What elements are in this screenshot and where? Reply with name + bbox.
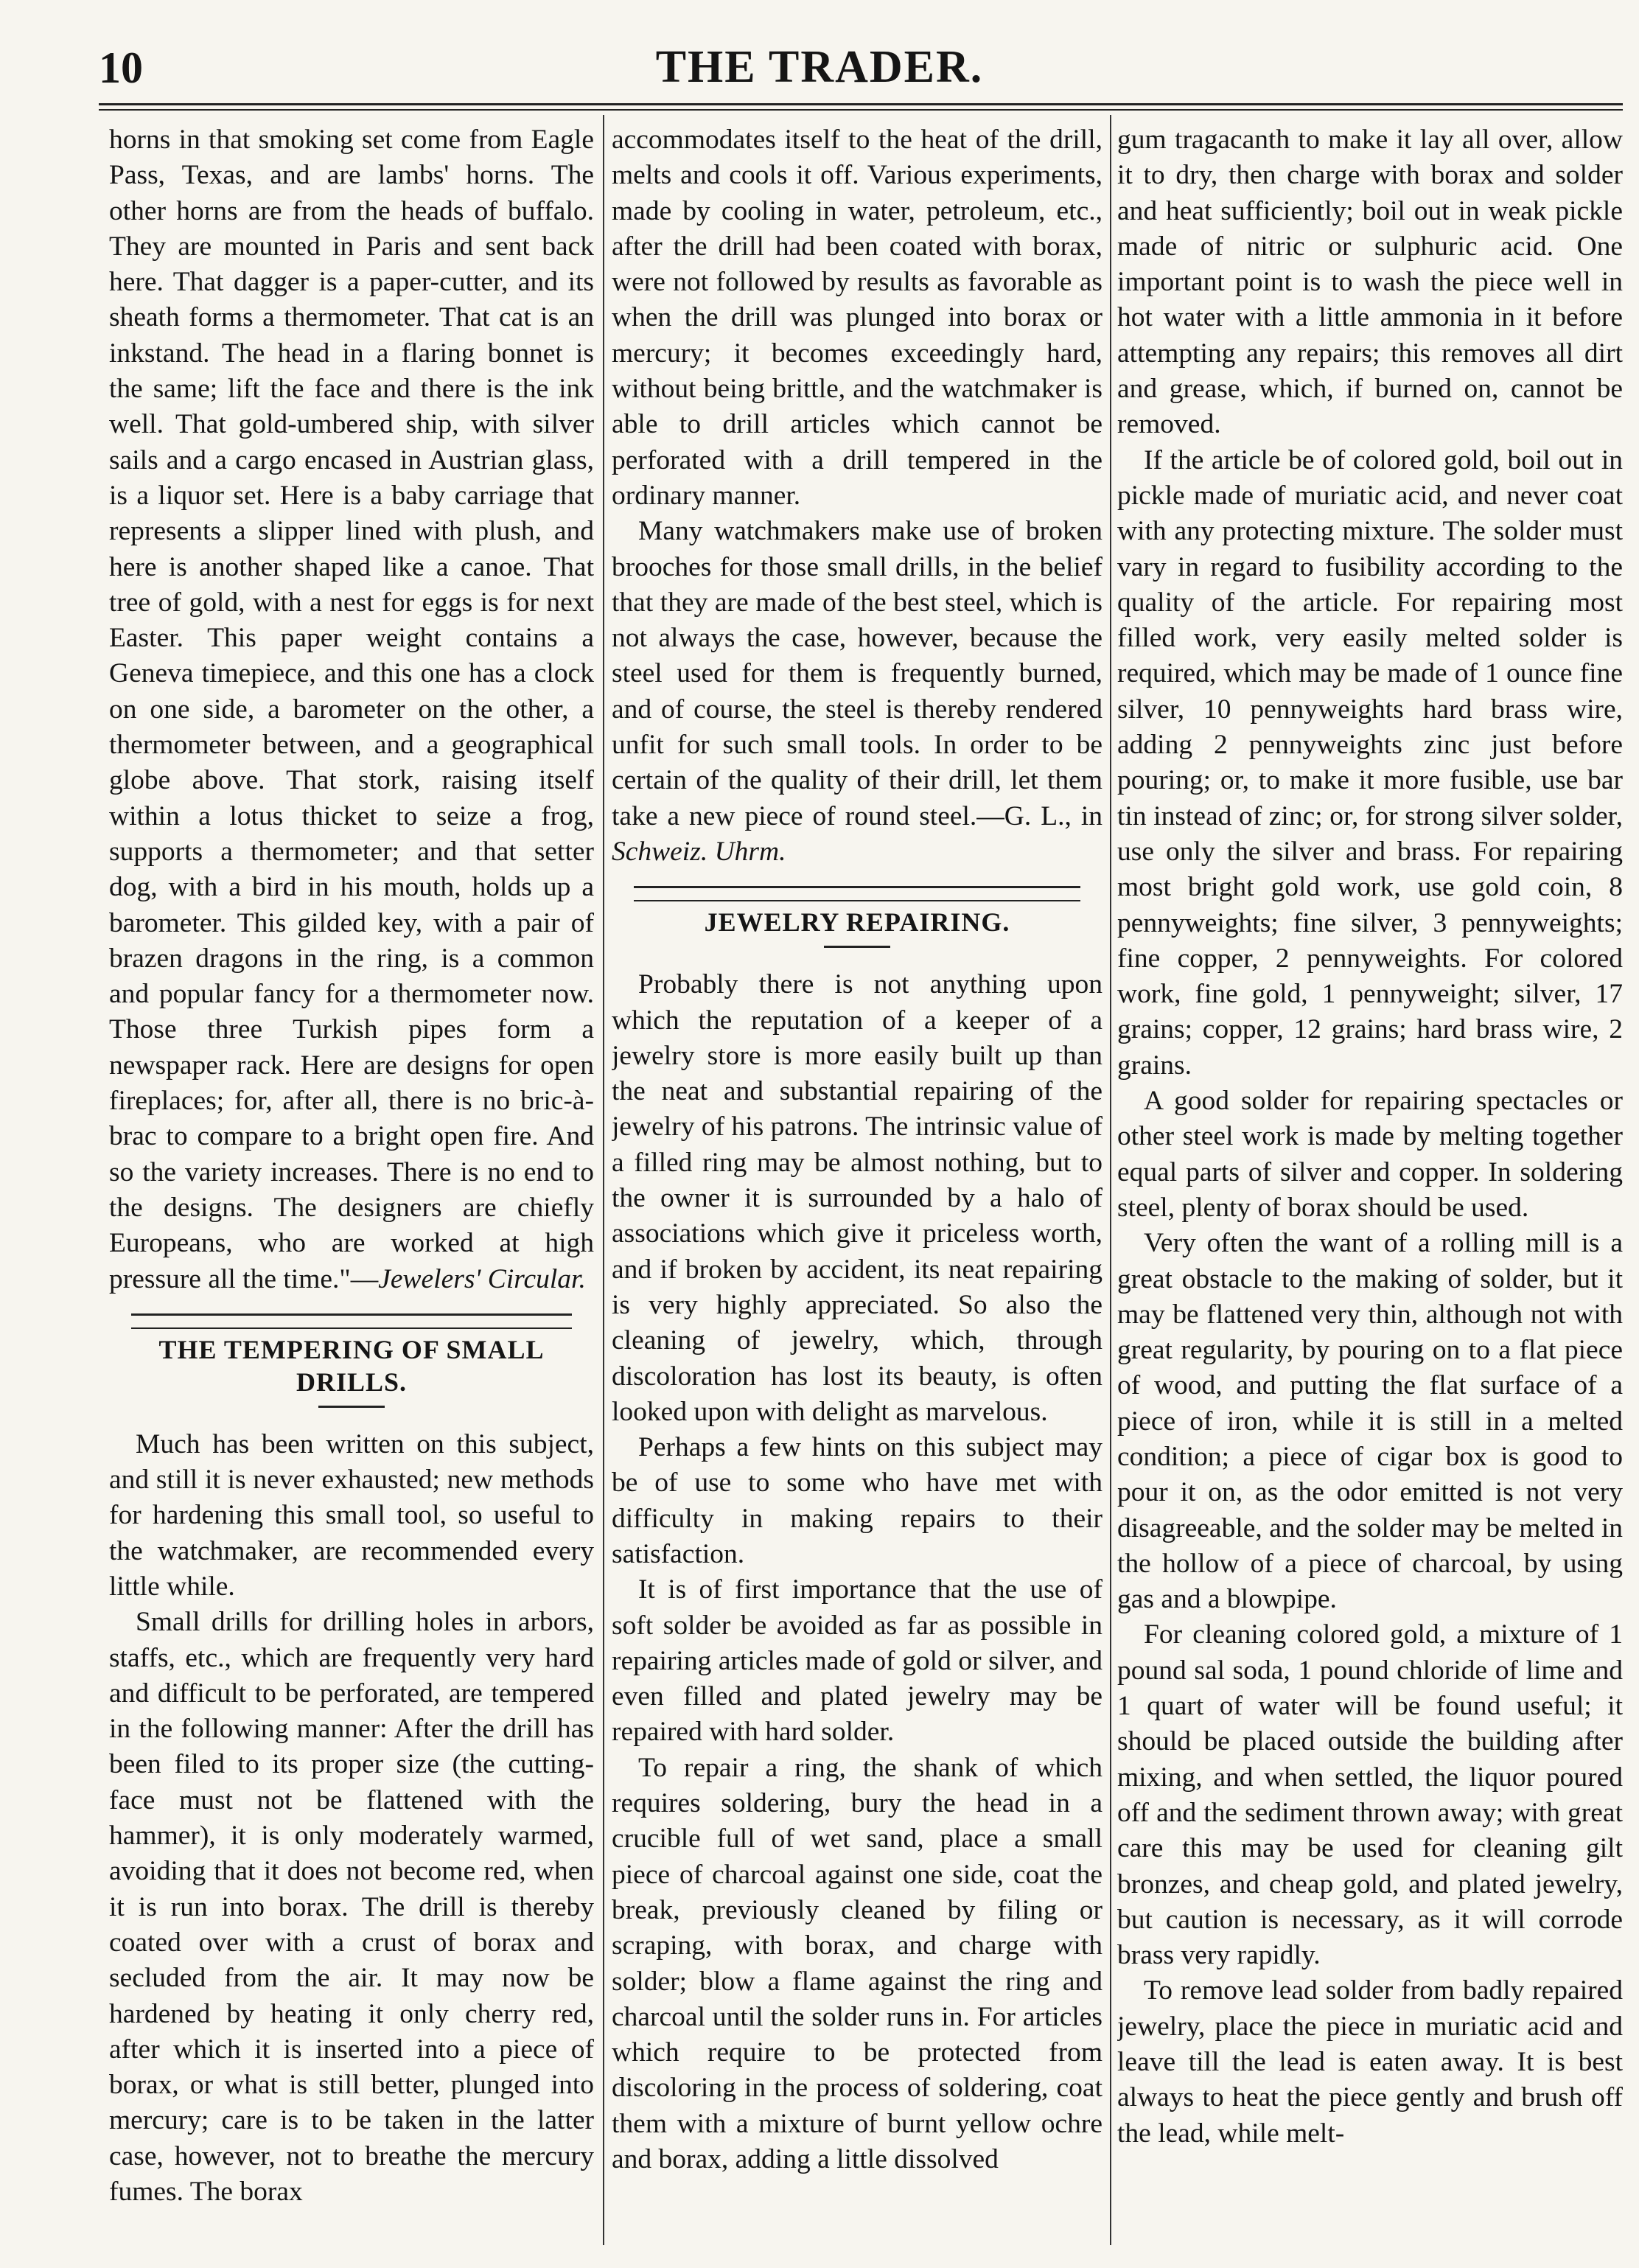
masthead-title: THE TRADER. <box>655 42 984 92</box>
section-divider <box>131 1313 572 1329</box>
heading-rule <box>318 1406 385 1408</box>
source-citation: Schweiz. Uhrm. <box>612 836 786 867</box>
heading-rule <box>824 946 890 948</box>
article-paragraph: accommodates itself to the heat of the drill, melts and cools it off. Various experiments, made by cooling in water, petroleum, etc., after the drill had been coated with borax, were not followed by results as favorable as when the drill was plunged into borax or mercury; it becomes exceedingly hard, without being brittle, and the watchmaker is able to drill articles which cannot be perforated with a drill tempered in the ordinary manner. <box>612 125 1102 511</box>
article-paragraph: It is of first importance that the use of soft solder be avoided as far as possible in repairing articles made of gold or silver, and even filled and plated jewelry may be repaired with hard solder. <box>612 1574 1102 1748</box>
article-paragraph: For cleaning colored gold, a mixture of 1 pound sal soda, 1 pound chloride of lime and 1 quart of water will be found useful; it should be placed outside the building after mixing, and when settled, the liquor poured off and the sediment thrown away; with great care this may be used for cleaning gilt bronzes, and cheap gold, and plated jewelry, but caution is necessary, as it will corrode brass very rapidly. <box>1117 1619 1623 1971</box>
article-heading: JEWELRY REPAIRING. <box>704 907 1010 938</box>
header-rule <box>99 103 1623 111</box>
article-paragraph: A good solder for repairing spectacles or other steel work is made by melting together equal parts of silver and copper. In soldering steel, plenty of borax should be used. <box>1117 1086 1623 1223</box>
column-divider <box>1110 115 1111 2245</box>
article-heading: THE TEMPERING OF SMALL DRILLS. <box>158 1334 545 1397</box>
article-paragraph: To repair a ring, the shank of which requires soldering, bury the head in a crucible full of wet sand, place a small piece of charcoal against one side, coat the break, previously cleaned by filing or scraping, with borax, and charge with solder; blow a flame against the ring and charcoal until the solder runs in. For articles which require to be protected from discoloring in the process of soldering, coat them with a mixture of burnt yellow ochre and borax, adding a little dissolved <box>612 1752 1102 2175</box>
article-paragraph: Perhaps a few hints on this subject may be of use to some who have met with difficulty in making repairs to their satisfaction. <box>612 1432 1102 1569</box>
column-2 <box>612 122 1102 2245</box>
page-number: 10 <box>99 43 143 92</box>
article-paragraph: Much has been written on this subject, and still it is never exhausted; new methods for hardening this small tool, so useful to the watchmaker, are recommended every little while. <box>109 1428 594 1602</box>
article-paragraph: Very often the want of a rolling mill is a great obstacle to the making of solder, but it may be flattened very thin, although not with great regularity, by pouring on to a flat piece of wood, and putting the flat surface of a piece of iron, while it is still in a melted condition; a piece of cigar box is good to pour it on, as the odor emitted is not very disagreeable, and the solder may be melted in the hollow of a piece of charcoal, by using gas and a blowpipe. <box>1117 1228 1623 1615</box>
article-paragraph: Small drills for drilling holes in arbors, staffs, etc., which are frequently very hard and difficult to be perforated, are tempered in the following manner: After the drill has been filed to its proper size (the cutting-face must not be flattened with the hammer), it is only moderately warmed, avoiding that it does not become red, when it is run into borax. The drill is thereby coated over with a crust of borax and secluded from the air. It may now be hardened by heating it only cherry red, after which it is inserted into a piece of borax, or what is still better, plunged into mercury; care is to be taken in the latter case, however, not to breathe the mercury fumes. The borax <box>109 1607 594 2208</box>
article-paragraph: To remove lead solder from badly repaired jewelry, place the piece in muriatic acid and leave till the lead is eaten away. It is best always to heat the piece gently and brush off the lead, while melt- <box>1117 1975 1623 2149</box>
column-divider <box>603 115 604 2245</box>
article-paragraph: If the article be of colored gold, boil out in pickle made of muriatic acid, and never coat with any protecting mixture. The solder must vary in regard to fusibility according to the quality of the article. For repairing most filled work, very easily melted solder is required, which may be made of 1 ounce fine silver, 10 pennyweights hard brass wire, adding 2 pennyweights zinc just before pouring; or, to make it more fusible, use bar tin instead of zinc; or, for strong silver solder, use only the silver and brass. For repairing most bright gold work, use gold coin, 8 pennyweights; fine silver, 3 pennyweights; fine copper, 2 pennyweights. For colored work, fine gold, 1 pennyweight; silver, 17 grains; copper, 12 grains; hard brass wire, 2 grains. <box>1117 444 1623 1081</box>
article-paragraph: gum tragacanth to make it lay all over, allow it to dry, then charge with borax and solder and heat sufficiently; boil out in weak pickle made of nitric or sulphuric acid. One important point is to wash the piece well in hot water with a little ammonia in it before attempting any repairs; this removes all dirt and grease, which, if burned on, cannot be removed. <box>1117 125 1623 440</box>
column-1 <box>109 122 594 2245</box>
article-paragraph: Probably there is not anything upon which the reputation of a keeper of a jewelry store is more easily built up than the neat and substantial repairing of the jewelry of his patrons. The intrinsic value of a filled ring may be almost nothing, but to the owner it is surrounded by a halo of associations which give it priceless worth, and if broken by accident, its neat repairing is very highly appreciated. So also the cleaning of jewelry, which, through discoloration has lost its beauty, is often looked upon with delight as marvelous. <box>612 969 1102 1427</box>
article-paragraph: Many watchmakers make use of broken brooches for those small drills, in the belief that they are made of the best steel, which is not always the case, however, because the steel used for them is frequently burned, and of course, the steel is thereby rendered unfit for such small tools. In order to be certain of the quality of their drill, let them take a new piece of round steel.—G. L., in Schweiz. Uhrm. <box>612 516 1102 867</box>
column-3 <box>1117 122 1623 2245</box>
section-divider <box>634 886 1080 901</box>
article-paragraph: horns in that smoking set come from Eagle Pass, Texas, and are lambs' horns. The other horns are from the heads of buffalo. They are mounted in Paris and sent back here. That dagger is a paper-cutter, and its sheath forms a thermometer. That cat is an inkstand. The head in a flaring bonnet is the same; lift the face and there is the ink well. That gold-umbered ship, with silver sails and a cargo encased in Austrian glass, is a liquor set. Here is a baby carriage that represents a slipper lined with plush, and here is another shaped like a canoe. That tree of gold, with a nest for eggs is for next Easter. This paper weight contains a Geneva timepiece, and this one has a clock on one side, a barometer on the other, a thermometer between, and a geographical globe above. That stork, raising itself within a lotus thicket to seize a frog, supports a thermometer; and that setter dog, with a bird in his mouth, holds up a barometer. This gilded key, with a pair of brazen dragons in the ring, is a common and popular fancy for a thermometer now. Those three Turkish pipes form a newspaper rack. Here are designs for open fireplaces; for, after all, there is no bric-à-brac to compare to a bright open fire. And so the variety increases. There is no end to the designs. The designers are chiefly Europeans, who are worked at high pressure all the time."—Jewelers' Circular. <box>109 125 594 1294</box>
source-citation: Jewelers' Circular. <box>378 1263 586 1294</box>
